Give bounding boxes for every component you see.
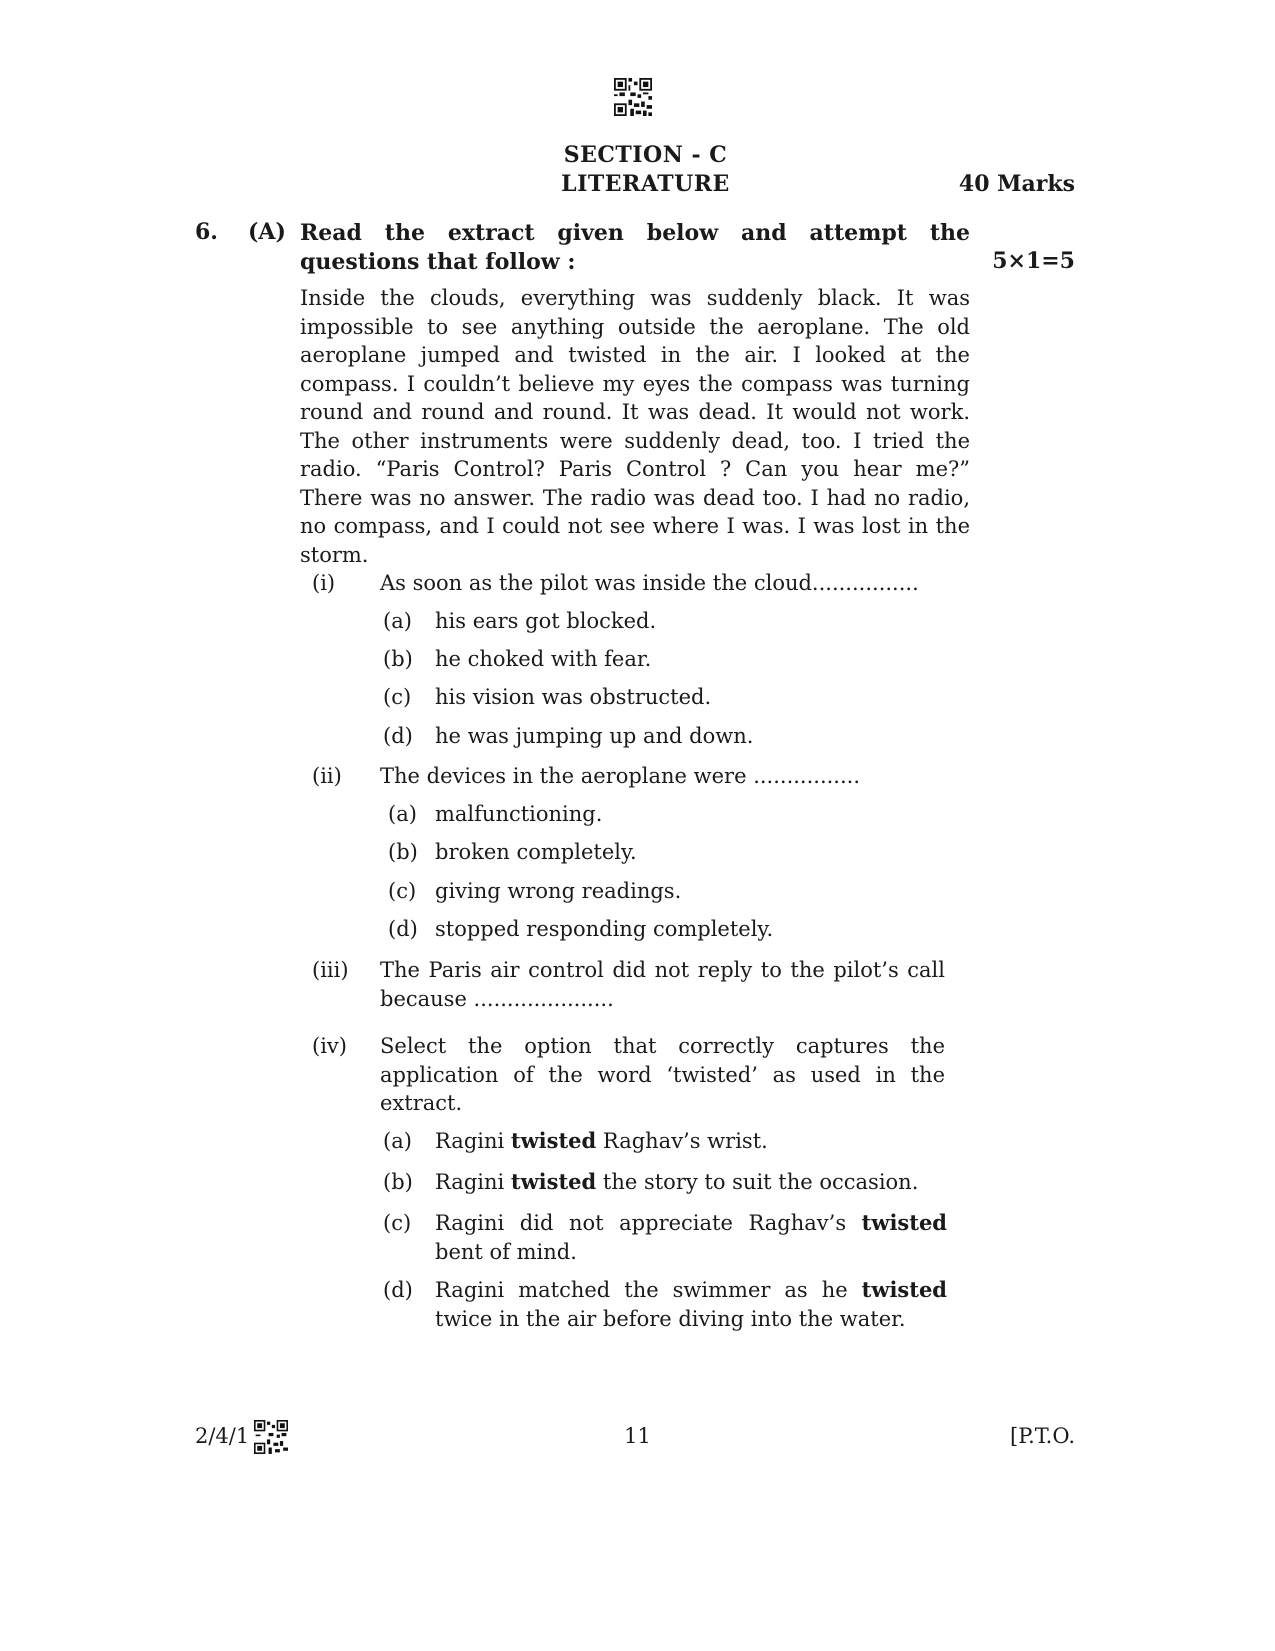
sub-question-numeral: (iii)	[312, 958, 349, 982]
option-2c	[388, 877, 988, 907]
option-text-pre: Ragini	[435, 1170, 511, 1194]
option-letter: (d)	[383, 724, 413, 748]
qr-code-icon	[614, 78, 652, 116]
paper-code: 2/4/1	[195, 1424, 250, 1448]
option-text: broken completely.	[435, 840, 637, 864]
option-letter: (b)	[383, 1170, 413, 1194]
option-2b	[388, 838, 988, 868]
sub-question-numeral: (i)	[312, 571, 336, 595]
option-text: malfunctioning.	[435, 802, 603, 826]
question-instruction	[300, 219, 970, 277]
option-letter: (b)	[383, 647, 413, 671]
sub-question-stem: The Paris air control did not reply to the pilot’s call because .....................	[380, 958, 945, 1011]
sub-question-1	[312, 569, 972, 599]
question-part: (A)	[248, 219, 286, 245]
sub-question-3	[312, 956, 972, 1016]
option-1b	[383, 645, 983, 675]
option-letter: (a)	[383, 1129, 412, 1153]
option-text	[435, 1209, 947, 1266]
question-number: 6.	[195, 219, 218, 245]
option-1d	[383, 722, 983, 752]
option-text-bold: twisted	[861, 1277, 947, 1302]
option-letter: (c)	[383, 685, 412, 709]
option-text	[435, 1276, 947, 1333]
option-text: stopped responding completely.	[435, 917, 774, 941]
option-text-bold: twisted	[510, 1128, 597, 1153]
sub-question-2	[312, 762, 972, 792]
option-letter: (b)	[388, 840, 418, 864]
sub-question-numeral: (iv)	[312, 1034, 347, 1058]
option-text-bold: twisted	[861, 1210, 947, 1235]
instruction-line-2: questions that follow :	[300, 249, 576, 275]
option-text-post: the story to suit the occasion.	[596, 1170, 919, 1194]
option-text: his vision was obstructed.	[435, 685, 712, 709]
section-subject: LITERATURE	[561, 171, 730, 197]
option-text: his ears got blocked.	[435, 609, 657, 633]
option-4a	[383, 1127, 983, 1157]
section-title: SECTION - C	[563, 142, 728, 168]
instruction-line-1: Read the extract given below and attempt the	[300, 220, 970, 246]
option-2d	[388, 915, 988, 945]
option-text	[435, 1168, 947, 1197]
page-number: 11	[624, 1424, 651, 1448]
please-turn-over: [P.T.O.	[1010, 1424, 1075, 1448]
option-text: he choked with fear.	[435, 647, 652, 671]
option-text: giving wrong readings.	[435, 879, 682, 903]
option-4b	[383, 1168, 983, 1198]
option-letter: (a)	[383, 609, 412, 633]
option-text-pre: Ragini	[435, 1129, 511, 1153]
sub-question-stem: As soon as the pilot was inside the cloud................	[380, 571, 919, 595]
sub-question-stem: Select the option that correctly captures the application of the word ‘twisted’ as used in the extract.	[380, 1034, 945, 1115]
option-letter: (c)	[388, 879, 417, 903]
sub-question-numeral: (ii)	[312, 764, 342, 788]
option-text-pre: Ragini matched the swimmer as he	[435, 1278, 862, 1302]
option-letter: (d)	[388, 917, 418, 941]
option-4c	[383, 1209, 983, 1269]
sub-question-4	[312, 1032, 972, 1122]
option-1a	[383, 607, 983, 637]
option-1c	[383, 683, 983, 713]
option-text-pre: Ragini did not appreciate Raghav’s	[435, 1211, 862, 1235]
option-letter: (d)	[383, 1278, 413, 1302]
option-2a	[388, 800, 988, 830]
option-text-post: Raghav’s wrist.	[596, 1129, 768, 1153]
sub-question-stem: The devices in the aeroplane were ................	[380, 764, 860, 788]
option-letter: (a)	[388, 802, 417, 826]
option-text: he was jumping up and down.	[435, 724, 754, 748]
option-letter: (c)	[383, 1211, 412, 1235]
question-score: 5×1=5	[992, 248, 1075, 274]
section-marks: 40 Marks	[958, 171, 1075, 197]
option-text-post: bent of mind.	[435, 1239, 577, 1264]
extract-passage: Inside the clouds, everything was suddenly black. It was impossible to see anything outside the aeroplane. The old aeroplane jumped and twisted in the air. I looked at the compass. I couldn’t believe my eyes the compass was turning round and round and round. It was dead. It would not work. The other instruments were suddenly dead, too. I tried the radio. “Paris Control? Paris Control ? Can you hear me?” There was no answer. The radio was dead too. I had no radio, no compass, and I could not see where I was. I was lost in the storm.	[300, 286, 970, 567]
option-4d	[383, 1276, 983, 1336]
option-text-bold: twisted	[510, 1169, 597, 1194]
option-text-post: twice in the air before diving into the water.	[435, 1306, 906, 1331]
option-text	[435, 1127, 947, 1156]
